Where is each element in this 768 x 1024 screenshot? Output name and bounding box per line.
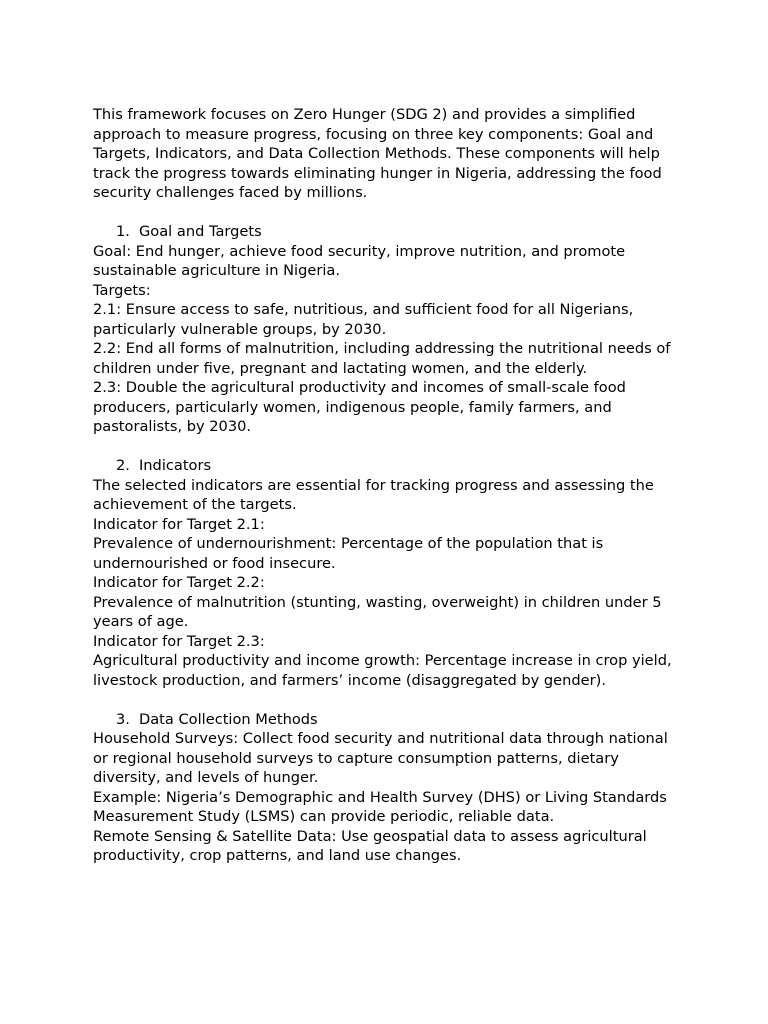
- indicator-label: Indicator for Target 2.2:: [93, 574, 265, 591]
- section-heading-data-collection: [93, 710, 683, 730]
- section-heading-goal-targets: [93, 222, 683, 242]
- target-item: 2.1: Ensure access to safe, nutritious, and sufficient food for all Nigerians, particularly vulnerable groups, by 2030.: [93, 301, 634, 338]
- indicators-intro: The selected indicators are essential for tracking progress and assessing the achievement of the targets.: [93, 476, 654, 513]
- indicator-label: Indicator for Target 2.3:: [93, 632, 265, 650]
- example-text: Example: Nigeria’s Demographic and Health Survey (DHS) or Living Standards Measurement Study (LSMS) can provide periodic, reliable data.: [93, 788, 667, 825]
- remote-sensing-text: Remote Sensing & Satellite Data: Use geospatial data to assess agricultural productivity, crop patterns, and land use changes.: [93, 827, 647, 864]
- targets-label: Targets:: [93, 281, 151, 299]
- indicator-text: Prevalence of malnutrition (stunting, wasting, overweight) in children under 5 years of age.: [93, 593, 662, 630]
- target-item: 2.2: End all forms of malnutrition, including addressing the nutritional needs of children under five, pregnant and lactating women, and the elderly.: [93, 340, 671, 377]
- spacer: [93, 690, 683, 710]
- household-surveys-text: Household Surveys: Collect food security and nutritional data through national or regional household surveys to capture consumption patterns, dietary diversity, and levels of hunger.: [93, 730, 668, 786]
- section-number: 1.: [116, 223, 130, 240]
- section-title: Data Collection Methods: [139, 710, 318, 728]
- section-number: 2.: [116, 457, 130, 474]
- section-number: 3.: [116, 710, 130, 728]
- section-title: Goal and Targets: [139, 223, 262, 240]
- section-heading-indicators: [93, 456, 683, 476]
- spacer: [93, 203, 683, 223]
- intro-paragraph: This framework focuses on Zero Hunger (SDG 2) and provides a simplified approach to measure progress, focusing on three key components: Goal and Targets, Indicators, and Data Collection Methods. These components will help track the progress towards eliminating hunger in Nigeria, addressing the food security challenges faced by millions.: [93, 106, 662, 201]
- indicator-text: Agricultural productivity and income growth: Percentage increase in crop yield, livestock production, and farmers’ income (disaggregated by gender).: [93, 652, 672, 689]
- goal-text: Goal: End hunger, achieve food security, improve nutrition, and promote sustainable agriculture in Nigeria.: [93, 242, 626, 279]
- document-page: [93, 105, 683, 866]
- indicator-text: Prevalence of undernourishment: Percentage of the population that is undernourished or food insecure.: [93, 535, 604, 572]
- spacer: [93, 437, 683, 457]
- target-item: 2.3: Double the agricultural productivity and incomes of small-scale food producers, particularly women, indigenous people, family farmers, and pastoralists, by 2030.: [93, 379, 626, 435]
- indicator-label: Indicator for Target 2.1:: [93, 515, 265, 533]
- section-title: Indicators: [139, 457, 212, 474]
